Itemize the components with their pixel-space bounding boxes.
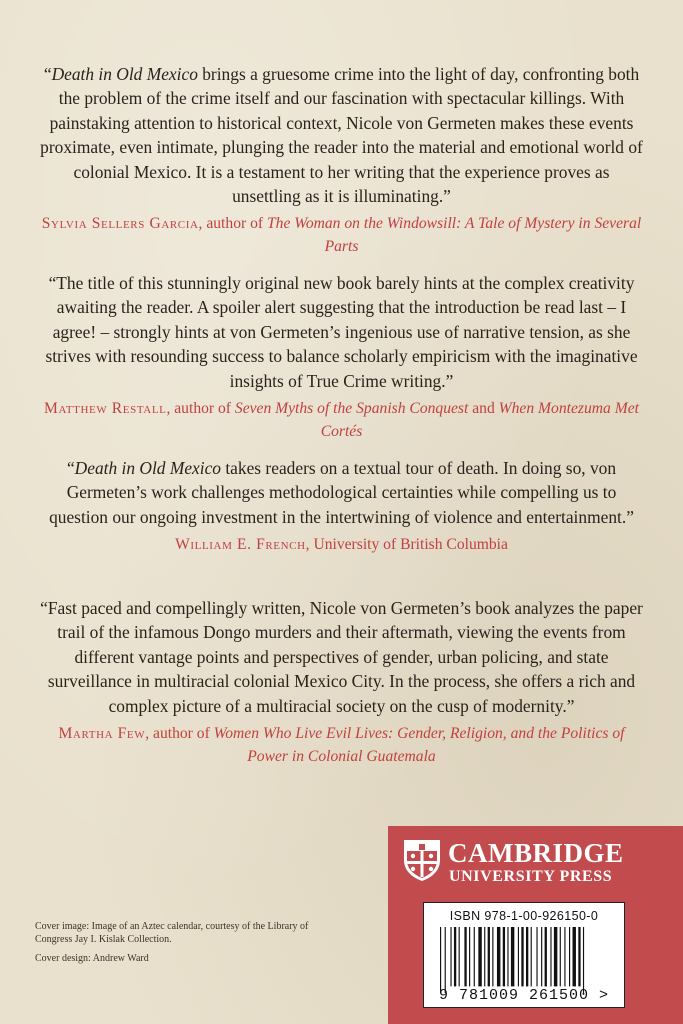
publisher-name: CAMBRIDGE <box>448 838 624 868</box>
barcode-bar <box>578 927 580 986</box>
barcode-digits: 9 781009 261500 > <box>438 987 610 1004</box>
blurb-1-attribution <box>40 212 643 258</box>
barcode-bar <box>554 927 557 986</box>
connector: and <box>468 400 499 418</box>
work-title: The Woman on the Windowsill: A Tale of Mystery in Several Parts <box>266 215 642 256</box>
quote-text: brings a gruesome crime into the light of day, confronting both the problem of the crime itself and our fascination with spectacular killings. With painstaking attention to historical context, Nicole von Germeten makes these events proximate, even intimate, plunging the reader into the material and emotional world of colonial Mexico. It is a testament to her writing that the experience proves as unsettling as it is illuminating.” <box>40 64 643 207</box>
barcode-bar <box>488 927 490 986</box>
barcode-bar <box>478 927 481 986</box>
barcode-bar <box>569 927 570 986</box>
cover-design-credit: Cover design: Andrew Ward <box>35 953 149 964</box>
publisher-logo <box>402 838 672 890</box>
author-name: Matthew Restall <box>44 400 167 418</box>
author-name: William E. French <box>175 536 306 554</box>
isbn-label: ISBN 978-1-00-926150-0 <box>449 909 599 923</box>
barcode-bar <box>536 927 537 986</box>
cover-image-credit: Cover image: Image of an Aztec calendar, courtesy of the Library of Congress Jay I. Kislak Collection. <box>35 921 309 945</box>
blurb-4-attribution <box>40 722 643 768</box>
barcode-bar <box>492 927 493 986</box>
barcode-bar <box>560 927 561 986</box>
barcode-bar <box>550 927 551 986</box>
barcode-bar <box>459 927 460 986</box>
book-title: Death in Old Mexico <box>51 64 198 84</box>
barcode-bar <box>474 927 475 986</box>
isbn-barcode <box>423 902 625 1008</box>
barcode-bar <box>503 927 505 986</box>
barcode-bar <box>507 927 508 986</box>
barcode-bar <box>497 927 500 986</box>
blurb-1 <box>40 62 643 258</box>
work-title: When Montezuma Met Cortés <box>320 400 639 441</box>
blurb-4-quote: “Fast paced and compellingly written, Nicole von Germeten’s book analyzes the paper trail of the infamous Dongo murders and their aftermath, viewing the events from different vantage points and perspectives of gender, urban policing, and state surveillance in multiracial colonial Mexico City. In the process, she offers a rich and complex picture of a multiracial society on the cusp of modernity.” <box>40 598 643 716</box>
connector: , author of <box>166 400 235 418</box>
author-name: Martha Few <box>58 725 146 743</box>
barcode-bar <box>450 927 451 986</box>
barcode-bar <box>469 927 470 986</box>
blurb-1-quote: “Death in Old Mexico brings a gruesome crime into the light of day, confronting both the problem of the crime itself and our fascination with spectacular killings. With painstaking attention to historical context, Nicole von Germeten makes these events proximate, even intimate, plunging the reader into the material and emotional world of colonial Mexico. It is a testament to her writing that the experience proves as unsettling as it is illuminating.” <box>40 64 643 207</box>
blurb-2-attribution <box>40 397 643 443</box>
blurb-4 <box>40 596 643 768</box>
barcode-bar <box>531 927 532 986</box>
barcode-bar <box>511 927 514 986</box>
barcode-bar <box>464 927 466 986</box>
barcode-bar <box>484 927 485 986</box>
barcode-bar <box>454 927 456 986</box>
barcode-bars <box>438 927 614 993</box>
connector: , author of <box>145 725 214 743</box>
barcode-bar <box>564 927 565 986</box>
publisher-subname: UNIVERSITY PRESS <box>449 868 613 885</box>
barcode-bar <box>521 927 523 986</box>
blurb-3-quote: “Death in Old Mexico takes readers on a textual tour of death. In doing so, von Germeten’s work challenges methodological certainties while compelling us to question our ongoing investment in the intertwining of violence and entertainment.” <box>49 458 634 527</box>
quote-text: takes readers on a textual tour of death. In doing so, von Germeten’s work challenges methodological certainties while compelling us to question our ongoing investment in the intertwining of violence and entertainment.” <box>49 458 634 527</box>
blurb-2-quote: “The title of this stunningly original new book barely hints at the complex creativity awaiting the reader. A spoiler alert suggesting that the introduction be read last – I agree! – strongly hints at von Germeten’s ingenious use of narrative tension, as she strives with resounding success to balance scholarly empiricism with the imaginative insights of True Crime writing.” <box>45 273 638 391</box>
author-name: Sylvia Sellers Garcia <box>41 215 199 233</box>
work-title: Women Who Live Evil Lives: Gender, Religion, and the Politics of Power in Colonial Guatemala <box>213 725 625 766</box>
barcode-bar <box>445 927 446 993</box>
barcode-bar <box>573 927 576 986</box>
barcode-bar <box>541 927 542 986</box>
barcode-bar <box>526 927 528 986</box>
cover-credits <box>35 920 335 971</box>
connector: , author of <box>198 215 267 233</box>
work-title: Seven Myths of the Spanish Conquest <box>234 400 469 418</box>
barcode-bar <box>440 927 441 993</box>
barcode-bar <box>583 927 584 993</box>
cambridge-shield-icon <box>402 838 442 882</box>
blurb-3 <box>40 456 643 556</box>
blurb-2 <box>40 271 643 443</box>
publisher-panel <box>388 826 683 1024</box>
barcode-bar <box>545 927 547 986</box>
barcode-bar <box>518 927 519 986</box>
affiliation: , University of British Columbia <box>305 536 508 554</box>
book-title: Death in Old Mexico <box>74 458 221 478</box>
blurb-3-attribution <box>40 533 643 556</box>
